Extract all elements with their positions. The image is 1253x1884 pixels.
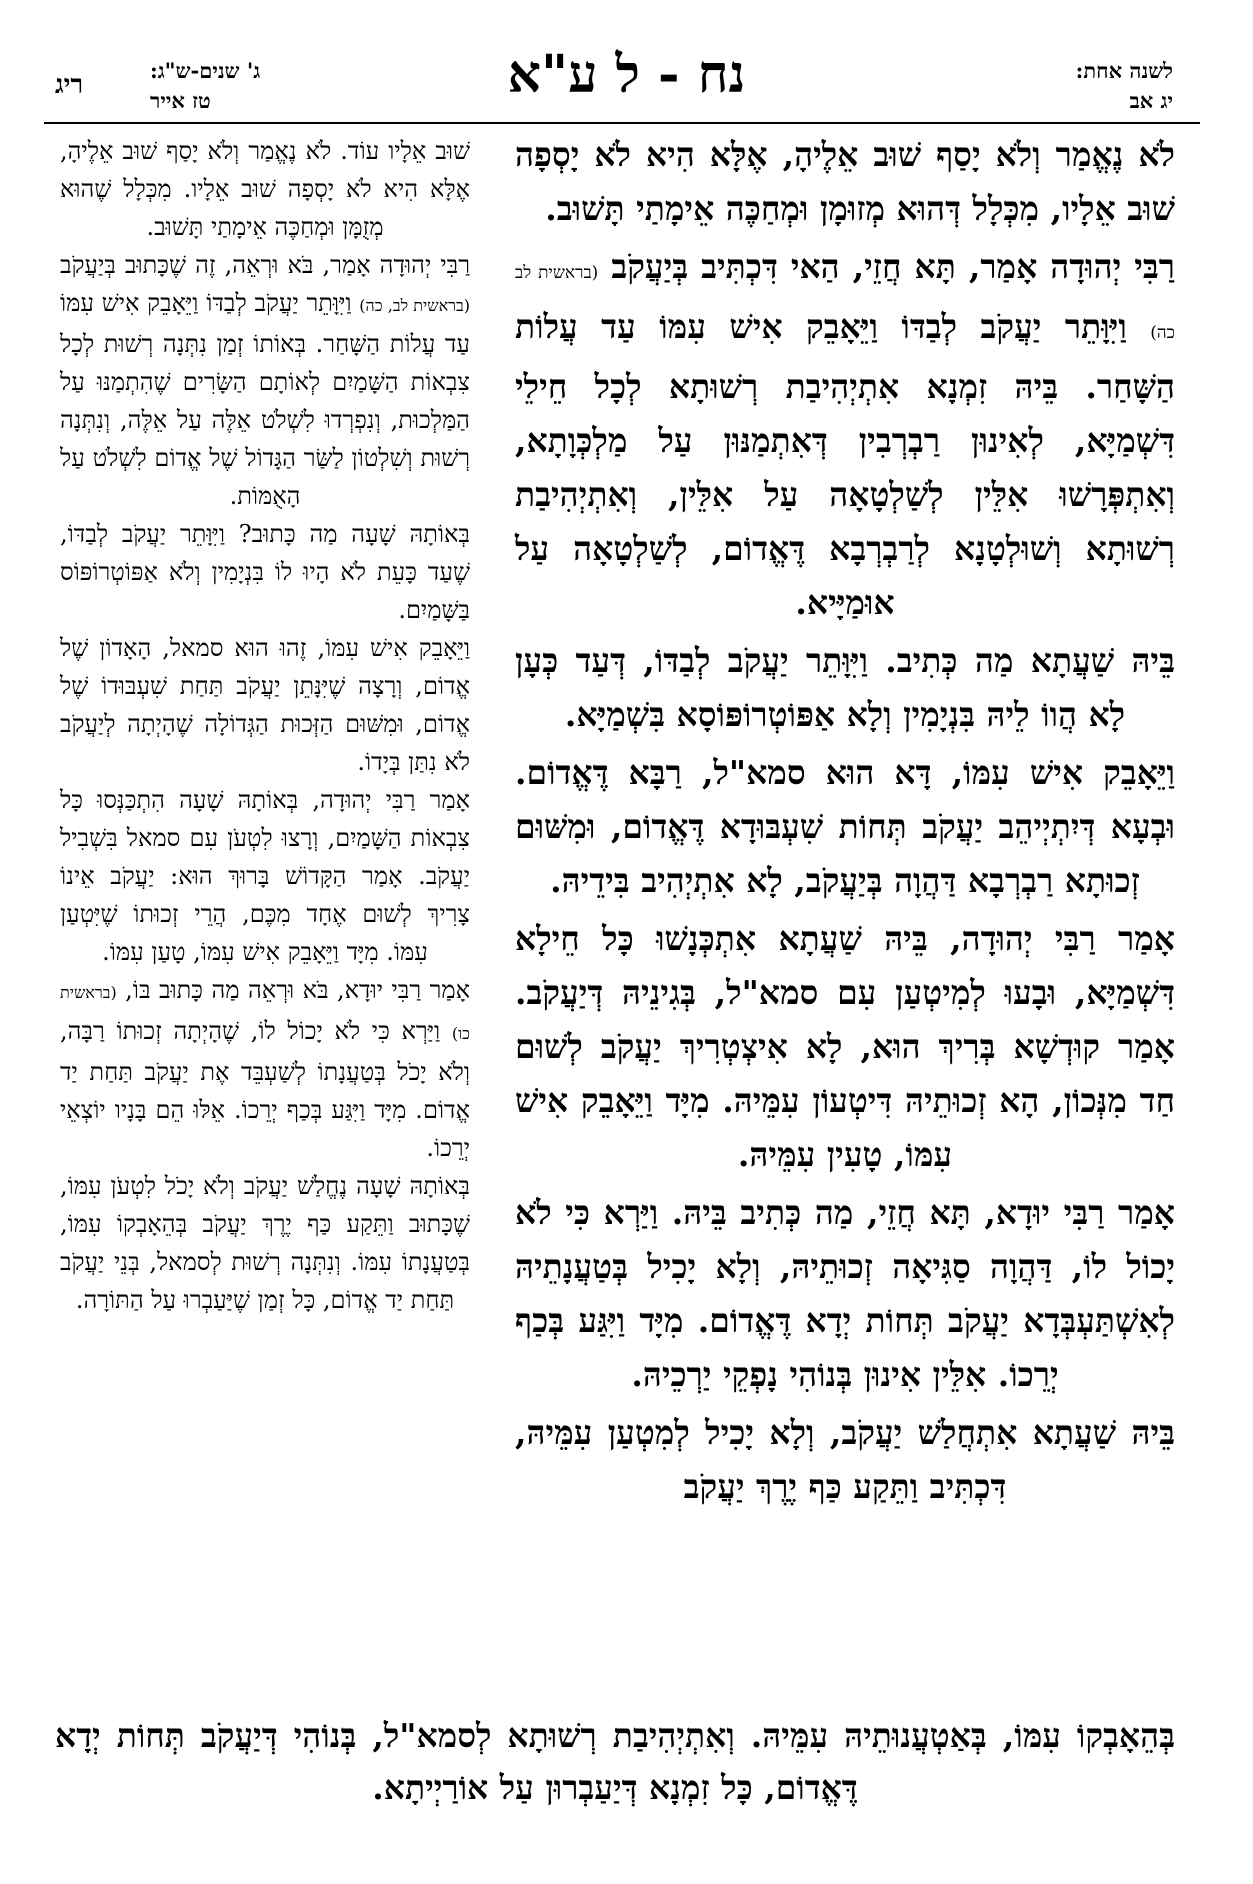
verse-reference: (בראשית כו) bbox=[60, 983, 470, 1043]
page-title: נח - ל ע"א bbox=[507, 44, 746, 105]
commentary-text: וַיִּוָּתֵר יַעֲקֹב לְבַדּוֹ וַיֵּאָבֵק אִישׁ עִמּוֹ עַד עֲלוֹת הַשָּׁחַר. בְּאוֹתוֹ זְמַן נִתְּנָה רְשׁוּת לְכָל צִבְאוֹת הַשָּׁמַיִם לְאוֹתָם הַשָּׂרִים שֶׁהִתְמַנּוּ עַל הַמַּלְכוּת, וְנִפְרְדוּ לִשְׁלֹט אֵלֶּה עַל אֵלֶּה, וְנִתְּנָה רְשׁוּת וְשִׁלְטוֹן לַשַּׂר הַגָּדוֹל שֶׁל אֱדוֹם לִשְׁלֹט עַל הָאֻמּוֹת. bbox=[60, 289, 470, 510]
main-paragraph: בֵּיהּ שַׁעֲתָא מַה כְּתִיב. וַיִּוָּתֵר יַעֲקֹב לְבַדּוֹ, דְּעַד כְּעָן לָא הֲווֹ לֵיהּ בִּנְיָמִין וְלָא אַפּוֹטְרוֹפּוֹסָא בִּשְׁמַיָּא. bbox=[515, 641, 1175, 734]
page-number: ריג bbox=[55, 70, 84, 100]
main-text-column bbox=[515, 128, 1175, 1518]
commentary-text: אָמַר רַבִּי יוּדָא, בֹּא וּרְאֵה מַה כָּתוּב בּוֹ, bbox=[125, 976, 470, 1004]
commentary-column bbox=[60, 132, 470, 1319]
main-paragraph: אָמַר רַבִּי יוּדָא, תָּא חֲזֵי, מַה כְּתִיב בֵּיהּ. וַיַּרְא כִּי לֹא יָכוֹל לוֹ, דַּהֲוָה סַגִּיאָה זְכוּתֵיהּ, וְלָא יָכִיל בְּטַעֲנָתֵיהּ לְאִשְׁתַּעְבְּדָא יַעֲקֹב תְּחוֹת יְדָא דֶּאֱדוֹם. מִיָּד וַיִּגַּע בְּכַף יְרֵכוֹ. אִלֵּין אִינוּן בְּנוֹהִי נָפְקֵי יַרְכֵיהּ. bbox=[515, 1193, 1175, 1394]
commentary-paragraph: בְּאוֹתָהּ שָׁעָה מַה כָּתוּב? וַיִּוָּתֵר יַעֲקֹב לְבַדּוֹ, שֶׁעַד כָּעֵת לֹא הָיוּ לוֹ בִּנְיָמִין וְלֹא אַפּוֹטְרוֹפּוֹס בַּשָּׁמַיִם. bbox=[60, 520, 470, 624]
main-paragraph: אָמַר רַבִּי יְהוּדָה, בֵּיהּ שַׁעֲתָא אִתְכְּנָשׁוּ כָּל חֵילָא דִּשְׁמַיָּא, וּבָעוּ לְמִיטְעַן עִם סמא"ל, בְּגִינֵיהּ דְּיַעֲקֹב. אָמַר קוּדְשָׁא בְּרִיךְ הוּא, לָא אִיצְטְרִיךְ יַעֲקֹב לְשׁוּם חַד מִנְּכוֹן, הָא זְכוּתֵיהּ דִּיטְעוֹן עִמֵּיהּ. מִיָּד וַיֵּאָבֵק אִישׁ עִמּוֹ, טָעִין עִמֵּיהּ. bbox=[515, 919, 1175, 1174]
main-text: וַיִּוָּתֵר יַעֲקֹב לְבַדּוֹ וַיֵּאָבֵק אִישׁ עִמּוֹ עַד עֲלוֹת הַשָּׁחַר. בֵּיהּ זִמְנָא אִתְיְהִיבַת רְשׁוּתָא לְכָל חֵילֵי דִּשְׁמַיָּא, לְאִינוּן רַבְרְבִין דְּאִתְמַנּוּן עַל מַלְכְּוָתָא, וְאִתְפְּרָשׁוּ אִלֵּין לְשַׁלְטָאָה עַל אִלֵּין, וְאִתְיְהִיבַת רְשׁוּתָא וְשׁוּלְטָנָא לְרַבְרְבָא דֶּאֱדוֹם, לְשַׁלְטָאָה עַל אוּמַיָּיא. bbox=[515, 307, 1175, 622]
main-text: רַבִּי יְהוּדָה אָמַר, תָּא חֲזֵי, הַאי דִּכְתִּיב בְּיַעֲקֹב bbox=[611, 247, 1175, 286]
header-right-top: ג' שנים-ש"ג: bbox=[150, 58, 261, 83]
main-paragraph: בֵּיהּ שַׁעֲתָא אִתְחֲלַשׁ יַעֲקֹב, וְלָא יָכִיל לְמִטְעַן עִמֵּיהּ, דִּכְתִּיב וַתֵּקַע כַּף יֶרֶךְ יַעֲקֹב bbox=[515, 1413, 1175, 1506]
main-paragraph bbox=[515, 240, 1175, 630]
header-right-bottom: טז אייר bbox=[150, 88, 211, 113]
header-left-top: לשנה אחת: bbox=[1075, 58, 1173, 83]
main-paragraph: לֹא נֶאֱמַר וְלֹא יָסַף שׁוּב אֵלֶיהָ, אֶלָּא הִיא לֹא יָסְפָה שׁוּב אֵלָיו, מִכְּלָל דְּהוּא מְזוּמָן וּמְחַכֶּה אֵימָתַי תָּשׁוּב. bbox=[515, 135, 1175, 228]
commentary-paragraph: בְּאוֹתָהּ שָׁעָה נֶחֱלַשׁ יַעֲקֹב וְלֹא יָכֹל לִטְעֹן עִמּוֹ, שֶׁכָּתוּב וַתֵּקַע כַּף יֶרֶךְ יַעֲקֹב בְּהֵאָבְקוֹ עִמּוֹ, בְּטַעֲנָתוֹ עִמּוֹ. וְנִתְּנָה רְשׁוּת לְסמאל, בְּנֵי יַעֲקֹב תַּחַת יַד אֱדוֹם, כָּל זְמַן שֶׁיַּעַבְרוּ עַל הַתּוֹרָה. bbox=[60, 1172, 470, 1314]
commentary-text: רַבִּי יְהוּדָה אָמַר, בֹּא וּרְאֵה, זֶה שֶׁכָּתוּב בְּיַעֲקֹב bbox=[60, 251, 470, 279]
commentary-paragraph: אָמַר רַבִּי יְהוּדָה, בְּאוֹתָהּ שָׁעָה הִתְכַּנְּסוּ כָּל צִבְאוֹת הַשָּׁמַיִם, וְרָצוּ לִטְעֹן עִם סמאל בִּשְׁבִיל יַעֲקֹב. אָמַר הַקָּדוֹשׁ בָּרוּךְ הוּא: יַעֲקֹב אֵינוֹ צָרִיךְ לְשׁוּם אֶחָד מִכֶּם, הֲרֵי זְכוּתוֹ שֶׁיִּטְעַן עִמּוֹ. מִיָּד וַיֵּאָבֵק אִישׁ עִמּוֹ, טָעַן עִמּוֹ. bbox=[60, 786, 470, 966]
header-rule bbox=[44, 122, 1200, 124]
verse-reference: (בראשית לב כה) bbox=[515, 263, 1175, 343]
commentary-paragraph bbox=[60, 246, 470, 515]
main-text-continuation: בְּהֵאָבְקוֹ עִמּוֹ, בְּאַטְעֲנוּתֵיהּ עִמֵּיהּ. וְאִתְיְהִיבַת רְשׁוּתָא לְסמא"ל, בְּנוֹהִי דְּיַעֲקֹב תְּחוֹת יְדָא דֶּאֱדוֹם, כָּל זִמְנָא דְּיַעַבְרוּן עַל אוֹרַיְיתָא. bbox=[55, 1716, 1175, 1807]
commentary-paragraph: וַיֵּאָבֵק אִישׁ עִמּוֹ, זֶהוּ הוּא סמאל, הָאָדוֹן שֶׁל אֱדוֹם, וְרָצָה שֶׁיִּנָּתֵן יַעֲקֹב תַּחַת שִׁעְבּוּדוֹ שֶׁל אֱדוֹם, וּמִשּׁוּם הַזְּכוּת הַגְּדוֹלָה שֶׁהָיְתָה לְיַעֲקֹב לֹא נִתַּן בְּיָדוֹ. bbox=[60, 634, 470, 776]
header-left-bottom: יג אב bbox=[1129, 88, 1173, 113]
commentary-paragraph bbox=[60, 971, 470, 1167]
main-paragraph: וַיֵּאָבֵק אִישׁ עִמּוֹ, דָּא הוּא סמא"ל, רַבָּא דֶּאֱדוֹם. וּבְעָא דְּיִתְיְיהֵב יַעֲקֹב תְּחוֹת שִׁעְבּוּדָא דֶּאֱדוֹם, וּמִשּׁוּם זְכוּתָא רַבְרְבָא דַּהֲוָה בְּיַעֲקֹב, לָא אִתְיְהִיב בִּידֵיהּ. bbox=[515, 753, 1175, 900]
commentary-paragraph: שׁוּב אֵלָיו עוֹד. לֹא נֶאֱמַר וְלֹא יָסַף שׁוּב אֵלֶיהָ, אֶלָּא הִיא לֹא יָסְפָה שׁוּב אֵלָיו. מִכְּלָל שֶׁהוּא מְזֻמָּן וּמְחַכֶּה אֵימָתַי תָּשׁוּב. bbox=[60, 137, 470, 241]
commentary-text: וַיַּרְא כִּי לֹא יָכוֹל לוֹ, שֶׁהָיְתָה זְכוּתוֹ רַבָּה, וְלֹא יָכֹל בְּטַעֲנָתוֹ לְשַׁעְבֵּד אֶת יַעֲקֹב תַּחַת יַד אֱדוֹם. מִיָּד וַיִּגַּע בְּכַף יְרֵכוֹ. אֵלּוּ הֵם בָּנָיו יוֹצְאֵי יְרֵכוֹ. bbox=[60, 1017, 470, 1162]
verse-reference: (בראשית לב, כה) bbox=[359, 296, 470, 315]
